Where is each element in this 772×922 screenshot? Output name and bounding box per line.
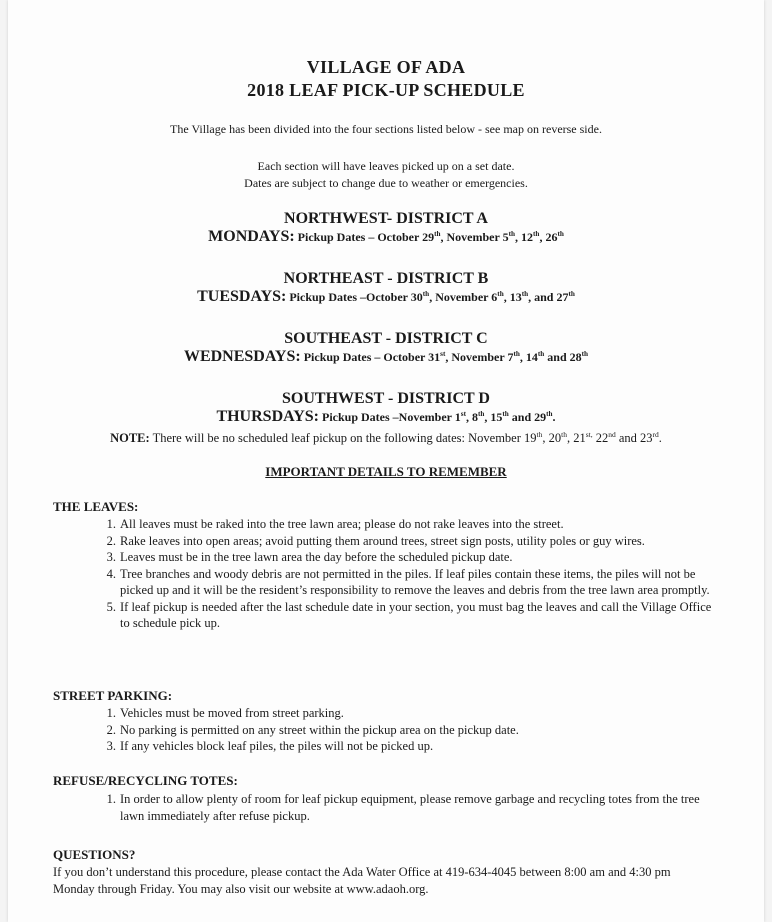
refuse-list: [106, 791, 720, 824]
date-suffix: th: [521, 290, 529, 298]
list-item: 1. In order to allow plenty of room for leaf pickup equipment, please remove garbage and recycling totes from the tree lawn immediately after refuse pickup.: [106, 792, 700, 823]
parking-list: [106, 705, 720, 755]
date-text: , 12: [515, 230, 534, 244]
district-name: SOUTHWEST - DISTRICT D: [282, 390, 490, 407]
list-item-text: Tree branches and woody debris are not permitted in the piles. If leaf piles contain these items, the piles will not be picked up and it will be the resident’s responsibility to remove the leaves and debris from the tree lawn area promptly.: [120, 566, 710, 597]
date-suffix: th: [434, 230, 441, 238]
date-suffix: nd: [608, 430, 616, 439]
date-text: , November 6: [429, 290, 498, 304]
parking-heading: STREET PARKING:: [53, 688, 173, 703]
questions-heading: QUESTIONS?: [53, 847, 136, 862]
district-dates: [8, 348, 764, 366]
district-dates: [8, 288, 764, 306]
list-item-text: No parking is permitted on any street within the pickup area on the pickup date.: [120, 722, 519, 737]
questions-body: If you don’t understand this procedure, please contact the Ada Water Office at 419-634-4045 between 8:00 am and 4:30 pm Monday through Friday. You may also visit our website at www.adaoh.org.: [53, 865, 671, 896]
district-b: [8, 270, 764, 306]
list-item-text: Rake leaves into open areas; avoid putting them around trees, street sign posts, utility poles or guy wires.: [120, 533, 645, 548]
note-text: and 23: [615, 431, 653, 446]
date-suffix: st: [460, 410, 466, 418]
date-text: , 26: [539, 230, 558, 244]
date-suffix: th: [508, 230, 516, 238]
note-text: 22: [592, 431, 609, 446]
date-text: , November 5: [440, 230, 509, 244]
date-text: , 8: [465, 410, 478, 424]
date-text: , 15: [484, 410, 503, 424]
list-item-text: Leaves must be in the tree lawn area the day before the scheduled pickup date.: [120, 550, 513, 564]
district-day: WEDNESDAYS:: [183, 348, 301, 365]
date-text: Pickup Dates – October 31: [303, 350, 441, 364]
schedule-title: 2018 LEAF PICK-UP SCHEDULE: [247, 80, 525, 100]
date-suffix: th: [533, 230, 540, 238]
list-item: 3. Leaves must be in the tree lawn area the day before the scheduled pickup date.: [106, 550, 513, 564]
leaves-list: [106, 516, 720, 632]
date-suffix: th: [536, 430, 543, 439]
date-suffix: st,: [585, 430, 593, 439]
date-suffix: th: [546, 410, 553, 418]
date-suffix: th: [561, 430, 567, 439]
intro-details: [8, 158, 764, 192]
date-suffix: st: [440, 350, 446, 358]
note-label: NOTE:: [110, 431, 150, 446]
date-suffix: th: [477, 410, 485, 418]
date-suffix: th: [537, 350, 545, 358]
date-text: Pickup Dates –October 30: [289, 290, 423, 304]
district-a: [8, 210, 764, 246]
district-c: [8, 330, 764, 366]
date-suffix: th: [497, 290, 504, 298]
list-item: 5. If leaf pickup is needed after the last schedule date in your section, you must bag the leaves and call the Village Office to schedule pick up.: [106, 599, 712, 630]
date-suffix: th: [557, 230, 564, 238]
date-text: , 14: [519, 350, 538, 364]
date-text: Pickup Dates –November 1: [321, 410, 461, 424]
list-item: 1. Vehicles must be moved from street parking.: [106, 706, 344, 720]
date-text: Pickup Dates – October 29: [297, 230, 435, 244]
date-suffix: th: [513, 350, 520, 358]
district-day: THURSDAYS:: [216, 408, 319, 425]
document-page: [8, 0, 764, 922]
note-text: There will be no scheduled leaf pickup on the following dates: November 19: [149, 431, 537, 446]
district-day: TUESDAYS:: [197, 288, 287, 305]
list-item-text: In order to allow plenty of room for leaf pickup equipment, please remove garbage and recycling totes from the tree lawn immediately after refuse pickup.: [120, 792, 700, 823]
date-suffix: th: [568, 290, 575, 298]
note-text: , 21: [566, 431, 586, 446]
list-item: 2. Rake leaves into open areas; avoid putting them around trees, street sign posts, utility poles or guy wires.: [106, 533, 645, 548]
intro-set-date: Each section will have leaves picked up on a set date.: [257, 159, 515, 173]
date-text: and 28: [544, 350, 582, 364]
date-suffix: th: [581, 350, 589, 358]
district-name: NORTHEAST - DISTRICT B: [283, 270, 489, 287]
district-name: NORTHWEST- DISTRICT A: [284, 210, 488, 227]
date-text: , 13: [503, 290, 522, 304]
district-dates: [8, 228, 764, 246]
district-day: MONDAYS:: [208, 228, 295, 245]
intro-subject-change: Dates are subject to change due to weather or emergencies.: [244, 176, 528, 190]
district-d: [8, 390, 764, 426]
district-dates: [8, 408, 764, 426]
leaves-heading: THE LEAVES:: [53, 499, 139, 514]
date-suffix: rd: [652, 430, 659, 439]
date-suffix: th: [422, 290, 430, 298]
date-text: , and 27: [528, 290, 569, 304]
village-title: VILLAGE OF ADA: [306, 57, 466, 77]
list-item: 1. All leaves must be raked into the tree lawn area; please do not rake leaves into the street.: [106, 517, 564, 531]
list-item-text: All leaves must be raked into the tree lawn area; please do not rake leaves into the street.: [120, 517, 564, 531]
list-item-text: If leaf pickup is needed after the last schedule date in your section, you must bag the leaves and call the Village Office to schedule pick up.: [120, 599, 712, 630]
list-item: 3. If any vehicles block leaf piles, the piles will not be picked up.: [106, 739, 434, 753]
list-item: 4. Tree branches and woody debris are not permitted in the piles. If leaf piles contain these items, the piles will not be picked up and it will be the resident’s responsibility to remove the leaves and debris from the tree lawn area promptly.: [106, 566, 710, 597]
intro-line: The Village has been divided into the four sections listed below - see map on reverse side.: [170, 122, 602, 136]
district-name: SOUTHEAST - DISTRICT C: [284, 330, 488, 347]
date-suffix: th: [502, 410, 509, 418]
refuse-heading: REFUSE/RECYCLING TOTES:: [53, 773, 238, 788]
important-heading: IMPORTANT DETAILS TO REMEMBER: [265, 464, 507, 479]
note-line: [8, 430, 764, 446]
note-text: , 20: [542, 431, 562, 446]
list-item-text: Vehicles must be moved from street parking.: [120, 706, 344, 720]
note-text: .: [658, 431, 662, 446]
list-item-text: If any vehicles block leaf piles, the piles will not be picked up.: [120, 739, 434, 753]
date-text: .: [552, 410, 556, 424]
date-text: and 29: [508, 410, 547, 424]
list-item: 2. No parking is permitted on any street within the pickup area on the pickup date.: [106, 722, 519, 737]
date-text: , November 7: [445, 350, 514, 364]
